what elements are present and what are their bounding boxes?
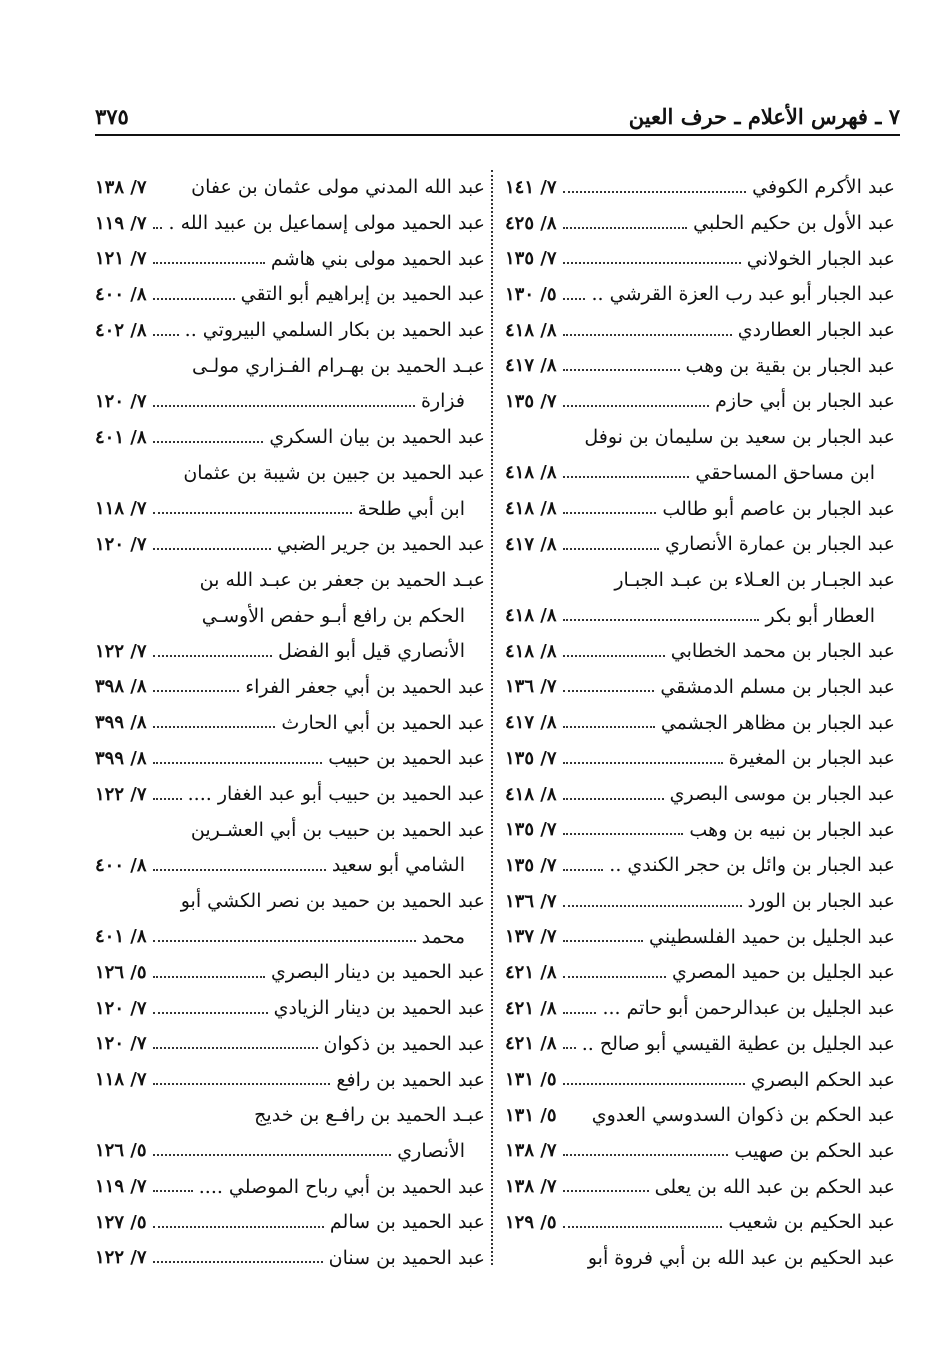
- leader-dots: [153, 405, 415, 407]
- entry-reference: ٧/ ١٣٦: [505, 676, 557, 698]
- entry-reference: ٨/ ٣٩٩: [95, 747, 147, 769]
- entry-reference: ٧/ ١٣٥: [505, 747, 557, 769]
- index-entry: [505, 1134, 895, 1170]
- entry-name: الأنصاري: [397, 1139, 465, 1162]
- leader-dots: [153, 1226, 324, 1228]
- entry-reference: ٧/ ١٣٥: [505, 819, 557, 841]
- entry-name: عبد الحميد بن حبيب أبو عبد الغفار ....: [187, 783, 485, 806]
- page-header: [95, 96, 900, 136]
- entry-name: عبد الجبار أبو عبد رب العزة القرشي ..: [591, 283, 895, 306]
- entry-reference: ٥/ ١٢٧: [95, 1211, 147, 1233]
- entry-reference: ٥/ ١٣١: [505, 1069, 557, 1091]
- index-entry: [95, 1241, 485, 1277]
- entry-name: عبد الحكم بن عبد الله بن يعلى: [654, 1175, 895, 1198]
- index-entry: [95, 348, 485, 384]
- entry-name: عبد الجليل بن حميد الفلسطيني: [649, 925, 895, 948]
- entry-name: عبد الحميد بن بكار السلمي البيروتي ..: [184, 319, 485, 342]
- index-entry: [505, 1205, 895, 1241]
- entry-reference: ٧/ ١٤١: [505, 176, 557, 198]
- leader-dots: [153, 869, 326, 871]
- index-entry: [505, 348, 895, 384]
- leader-dots: [563, 655, 665, 657]
- index-entry: [95, 420, 485, 456]
- entry-reference: ٧/ ١٢٢: [95, 640, 147, 662]
- entry-reference: ٧/ ١٢٢: [95, 783, 147, 805]
- leader-dots: [563, 512, 657, 514]
- index-entry: [505, 1169, 895, 1205]
- entry-name: عبد الحميد بن دينار البصري: [270, 961, 485, 984]
- leader-dots: [563, 298, 586, 300]
- leader-dots: [153, 1047, 318, 1049]
- index-entry: [505, 491, 895, 527]
- index-entry: [95, 705, 485, 741]
- entry-name: عبد الحميد بن أبي جعفر الفراء: [245, 675, 485, 698]
- entry-name: عبد الحميد بن جبين بن شيبة بن عثمان: [183, 461, 485, 484]
- entry-name: عبد الجبـار بن العـلاء بن عبـد الجبـار: [614, 568, 895, 591]
- index-entry: [95, 919, 485, 955]
- entry-reference: ٧/ ١١٩: [95, 1176, 147, 1198]
- index-entry: [505, 563, 895, 599]
- index-entry: [505, 241, 895, 277]
- entry-reference: ٨/ ٤٢١: [505, 997, 557, 1019]
- entry-name: عبد الجبار بن سعيد بن سليمان بن نوفل: [584, 426, 895, 449]
- entry-name: عبـد الحميد بن بهـرام الفـزاري مولـى: [192, 354, 485, 377]
- index-entry: [95, 848, 485, 884]
- entry-reference: ٨/ ٤١٨: [505, 640, 557, 662]
- leader-dots: [563, 833, 684, 835]
- index-entry: [95, 491, 485, 527]
- entry-reference: ٥/ ١٢٦: [95, 1140, 147, 1162]
- entry-reference: ٧/ ١٢٢: [95, 1247, 147, 1269]
- entry-reference: ٨/ ٤١٧: [505, 355, 557, 377]
- index-entry: [95, 456, 485, 492]
- leader-dots: [153, 548, 271, 550]
- index-entry: [505, 919, 895, 955]
- entry-reference: ٧/ ١١٩: [95, 212, 147, 234]
- entry-name: عبد الحميد بن حبيب: [328, 747, 485, 770]
- leader-dots: [153, 1083, 331, 1085]
- index-entry: [505, 884, 895, 920]
- entry-name: فزارة: [421, 390, 465, 413]
- entry-name: عبد الحكم بن ذكوان السدوسي العدوي: [591, 1104, 895, 1127]
- entry-name: عبد الحميد بن بيان السكري: [269, 426, 485, 449]
- index-entry: [505, 812, 895, 848]
- leader-dots: [153, 655, 273, 657]
- leader-dots: [153, 940, 416, 942]
- index-entry: [505, 1027, 895, 1063]
- index-entry: [95, 884, 485, 920]
- leader-dots: [153, 690, 240, 692]
- leader-dots: [153, 1190, 193, 1192]
- entry-reference: ٧/ ١٢٠: [95, 997, 147, 1019]
- entry-reference: ٧/ ١٣٥: [505, 390, 557, 412]
- entry-name: عبد الجبار بن بقية بن وهب: [685, 354, 895, 377]
- entry-reference: ٧/ ١٣٨: [505, 1176, 557, 1198]
- entry-reference: ٨/ ٤٠١: [95, 426, 147, 448]
- index-entry: [505, 848, 895, 884]
- entry-name: الأنصاري قيل أبو الفضل: [278, 640, 465, 663]
- entry-name: الشامي أبو سعيد: [331, 854, 465, 877]
- entry-name: عبد الجبار بن محمد الخطابي: [670, 640, 895, 663]
- entry-reference: ٧/ ١٢٠: [95, 533, 147, 555]
- index-column-left: [95, 170, 485, 1276]
- entry-name: عبد الحكم بن صهيب: [734, 1139, 895, 1162]
- index-entry: [505, 170, 895, 206]
- entry-name: عبد الجبار بن موسى البصري: [669, 783, 895, 806]
- entry-reference: ٧/ ١٣٦: [505, 890, 557, 912]
- index-entry: [505, 313, 895, 349]
- column-divider: [491, 170, 493, 1265]
- leader-dots: [153, 512, 352, 514]
- leader-dots: [563, 1047, 576, 1049]
- entry-reference: ٧/ ١٢٠: [95, 1033, 147, 1055]
- index-entry: [505, 1098, 895, 1134]
- entry-name: عبد الأول بن حكيم الحلبي: [693, 212, 895, 235]
- index-entry: [95, 241, 485, 277]
- leader-dots: [563, 191, 747, 193]
- leader-dots: [153, 798, 182, 800]
- entry-name: عبد الحميد مولى إسماعيل بن عبيد الله .: [168, 212, 485, 235]
- leader-dots: [563, 726, 655, 728]
- entry-name: ابن أبي طلحة: [357, 497, 465, 520]
- entry-name: ابن مساحق المساحقي: [695, 461, 875, 484]
- index-entry: [95, 955, 485, 991]
- index-entry: [95, 1205, 485, 1241]
- index-entry: [505, 1241, 895, 1277]
- index-entry: [95, 634, 485, 670]
- index-entry: [505, 670, 895, 706]
- entry-reference: ٨/ ٤١٧: [505, 712, 557, 734]
- leader-dots: [563, 227, 688, 229]
- index-entry: [95, 812, 485, 848]
- leader-dots: [153, 227, 163, 229]
- entry-name: العطار أبو بكر: [765, 604, 875, 627]
- leader-dots: [563, 976, 666, 978]
- index-entry: [95, 313, 485, 349]
- entry-name: عبد الحميد بن رافع: [336, 1068, 485, 1091]
- entry-name: عبـد الحميد بن جعفر بن عبـد الله بن: [199, 568, 485, 591]
- leader-dots: [153, 262, 265, 264]
- entry-name: عبد الحميد بن حميد بن نصر الكشي أبو: [180, 890, 485, 913]
- entry-reference: ٨/ ٤١٨: [505, 498, 557, 520]
- index-entry: [95, 563, 485, 599]
- entry-reference: ٥/ ١٣٠: [505, 283, 557, 305]
- entry-name: عبد الحميد بن سالم: [329, 1211, 485, 1234]
- entry-reference: ٨/ ٤١٨: [505, 319, 557, 341]
- entry-name: عبد الجبار بن وائل بن حجر الكندي ..: [609, 854, 895, 877]
- leader-dots: [563, 476, 690, 478]
- entry-name: عبد الجبار بن أبي حازم: [715, 390, 895, 413]
- leader-dots: [153, 1154, 392, 1156]
- entry-reference: ٨/ ٤١٨: [505, 783, 557, 805]
- leader-dots: [563, 1012, 597, 1014]
- index-entry: [505, 741, 895, 777]
- entry-name: عبد الحميد بن أبي رباح الموصلي ....: [198, 1175, 485, 1198]
- index-entry: [95, 170, 485, 206]
- entry-name: عبد الحميد بن سنان: [328, 1246, 485, 1269]
- leader-dots: [153, 726, 276, 728]
- entry-reference: ٧/ ١١٨: [95, 498, 147, 520]
- leader-dots: [153, 441, 264, 443]
- page-title: ٧ ـ فهرس الأعلام ـ حرف العين: [628, 104, 900, 129]
- index-entry: [505, 277, 895, 313]
- leader-dots: [153, 1261, 323, 1263]
- entry-name: عبد الحميد بن دينار الزيادي: [273, 997, 485, 1020]
- entry-name: عبد الحميد بن أبي الحارث: [281, 711, 485, 734]
- entry-name: عبد الجبار الخولاني: [746, 247, 895, 270]
- index-column-right: [505, 170, 895, 1276]
- entry-reference: ٧/ ١١٨: [95, 1069, 147, 1091]
- leader-dots: [563, 905, 742, 907]
- page-number: ٣٧٥: [95, 104, 129, 129]
- leader-dots: [563, 940, 644, 942]
- leader-dots: [153, 334, 179, 336]
- entry-name: عبد الجبار بن عمارة الأنصاري: [665, 533, 895, 556]
- index-entry: [505, 634, 895, 670]
- entry-name: عبد الحميد بن حبيب بن أبي العشـرين: [190, 818, 485, 841]
- leader-dots: [563, 798, 664, 800]
- index-entry: [95, 777, 485, 813]
- entry-reference: ٨/ ٤٠٢: [95, 319, 147, 341]
- entry-reference: ٨/ ٣٩٨: [95, 676, 147, 698]
- index-entry: [505, 527, 895, 563]
- leader-dots: [563, 334, 732, 336]
- entry-reference: ٧/ ١٣٨: [505, 1140, 557, 1162]
- leader-dots: [563, 1190, 649, 1192]
- entry-reference: ٧/ ١٣٨: [95, 176, 147, 198]
- entry-reference: ٧/ ١٣٧: [505, 926, 557, 948]
- entry-reference: ٨/ ٤٠١: [95, 926, 147, 948]
- index-entry: [95, 670, 485, 706]
- leader-dots: [563, 619, 760, 621]
- index-entry: [95, 277, 485, 313]
- index-entry: [505, 206, 895, 242]
- entry-name: عبد الأكرم الكوفي: [752, 176, 895, 199]
- entry-reference: ٧/ ١٢٠: [95, 390, 147, 412]
- entry-reference: ٨/ ٣٩٩: [95, 712, 147, 734]
- entry-reference: ٧/ ١٣٥: [505, 854, 557, 876]
- entry-name: عبد الحميد بن ذكوان: [323, 1032, 485, 1055]
- index-entry: [505, 1062, 895, 1098]
- index-entry: [95, 1062, 485, 1098]
- entry-reference: ٨/ ٤١٨: [505, 462, 557, 484]
- entry-reference: ٨/ ٤٢١: [505, 961, 557, 983]
- entry-name: عبد الله المدني مولى عثمان بن عفان: [191, 176, 485, 199]
- entry-name: عبد الحكيم بن عبد الله بن أبي فروة أبو: [587, 1246, 895, 1269]
- entry-reference: ٨/ ٤٠٠: [95, 283, 147, 305]
- index-entry: [505, 991, 895, 1027]
- entry-name: عبد الحكيم بن شعيب: [728, 1211, 895, 1234]
- entry-name: عبد الجبار بن نبيه بن وهب: [689, 818, 895, 841]
- leader-dots: [563, 690, 655, 692]
- entry-name: محمد: [421, 925, 465, 948]
- leader-dots: [563, 762, 723, 764]
- index-entry: [505, 456, 895, 492]
- leader-dots: [153, 298, 235, 300]
- index-entry: [95, 991, 485, 1027]
- entry-name: عبد الجبار بن المغيرة: [728, 747, 895, 770]
- entry-name: عبد الحميد مولى بني هاشم: [270, 247, 485, 270]
- entry-name: عبد الجبار بن عاصم أبو طالب: [662, 497, 895, 520]
- entry-name: الحكم بن رافع أبـو حفص الأوسـي: [201, 604, 465, 627]
- leader-dots: [563, 548, 660, 550]
- index-entry: [95, 1134, 485, 1170]
- index-entry: [95, 206, 485, 242]
- leader-dots: [563, 262, 741, 264]
- index-entry: [95, 598, 485, 634]
- entry-reference: ٧/ ١٣٥: [505, 248, 557, 270]
- index-entry: [505, 420, 895, 456]
- leader-dots: [153, 762, 323, 764]
- index-entry: [505, 705, 895, 741]
- entry-name: عبد الجبار بن مسلم الدمشقي: [660, 675, 895, 698]
- leader-dots: [563, 405, 710, 407]
- entry-name: عبد الجبار بن الورد: [747, 890, 895, 913]
- leader-dots: [563, 1226, 723, 1228]
- index-entry: [505, 777, 895, 813]
- index-entry: [95, 1169, 485, 1205]
- leader-dots: [563, 369, 680, 371]
- entry-name: عبد الجبار بن مظاهر الجشمي: [660, 711, 895, 734]
- entry-reference: ٥/ ١٢٩: [505, 1211, 557, 1233]
- leader-dots: [563, 869, 604, 871]
- entry-reference: ٨/ ٤٢١: [505, 1033, 557, 1055]
- entry-name: عبد الحميد بن إبراهيم أبو التقي: [240, 283, 485, 306]
- entry-name: عبد الجليل بن عبدالرحمن أبو حاتم ...: [602, 997, 895, 1020]
- index-entry: [95, 1098, 485, 1134]
- entry-name: عبد الجليل بن عطية القيسي أبو صالح ..: [581, 1032, 895, 1055]
- entry-name: عبد الحكم البصري: [750, 1068, 895, 1091]
- entry-reference: ٥/ ١٢٦: [95, 961, 147, 983]
- index-entry: [95, 527, 485, 563]
- entry-reference: ٨/ ٤٠٠: [95, 854, 147, 876]
- leader-dots: [563, 1083, 745, 1085]
- entry-name: عبد الجبار العطاردي: [737, 319, 895, 342]
- entry-name: عبد الحميد بن جرير الضبي: [276, 533, 485, 556]
- entry-reference: ٨/ ٤٢٥: [505, 212, 557, 234]
- entry-reference: ٨/ ٤١٨: [505, 605, 557, 627]
- entry-reference: ٨/ ٤١٧: [505, 533, 557, 555]
- leader-dots: [153, 1012, 268, 1014]
- index-entry: [95, 384, 485, 420]
- leader-dots: [153, 976, 265, 978]
- index-entry: [95, 741, 485, 777]
- entry-reference: ٥/ ١٣١: [505, 1104, 557, 1126]
- entry-name: عبد الجليل بن حميد المصري: [671, 961, 895, 984]
- index-entry: [505, 955, 895, 991]
- index-entry: [95, 1027, 485, 1063]
- entry-reference: ٧/ ١٢١: [95, 248, 147, 270]
- index-entry: [505, 384, 895, 420]
- leader-dots: [563, 1154, 729, 1156]
- entry-name: عبـد الحميد بن رافـع بن خديج: [254, 1104, 485, 1127]
- index-entry: [505, 598, 895, 634]
